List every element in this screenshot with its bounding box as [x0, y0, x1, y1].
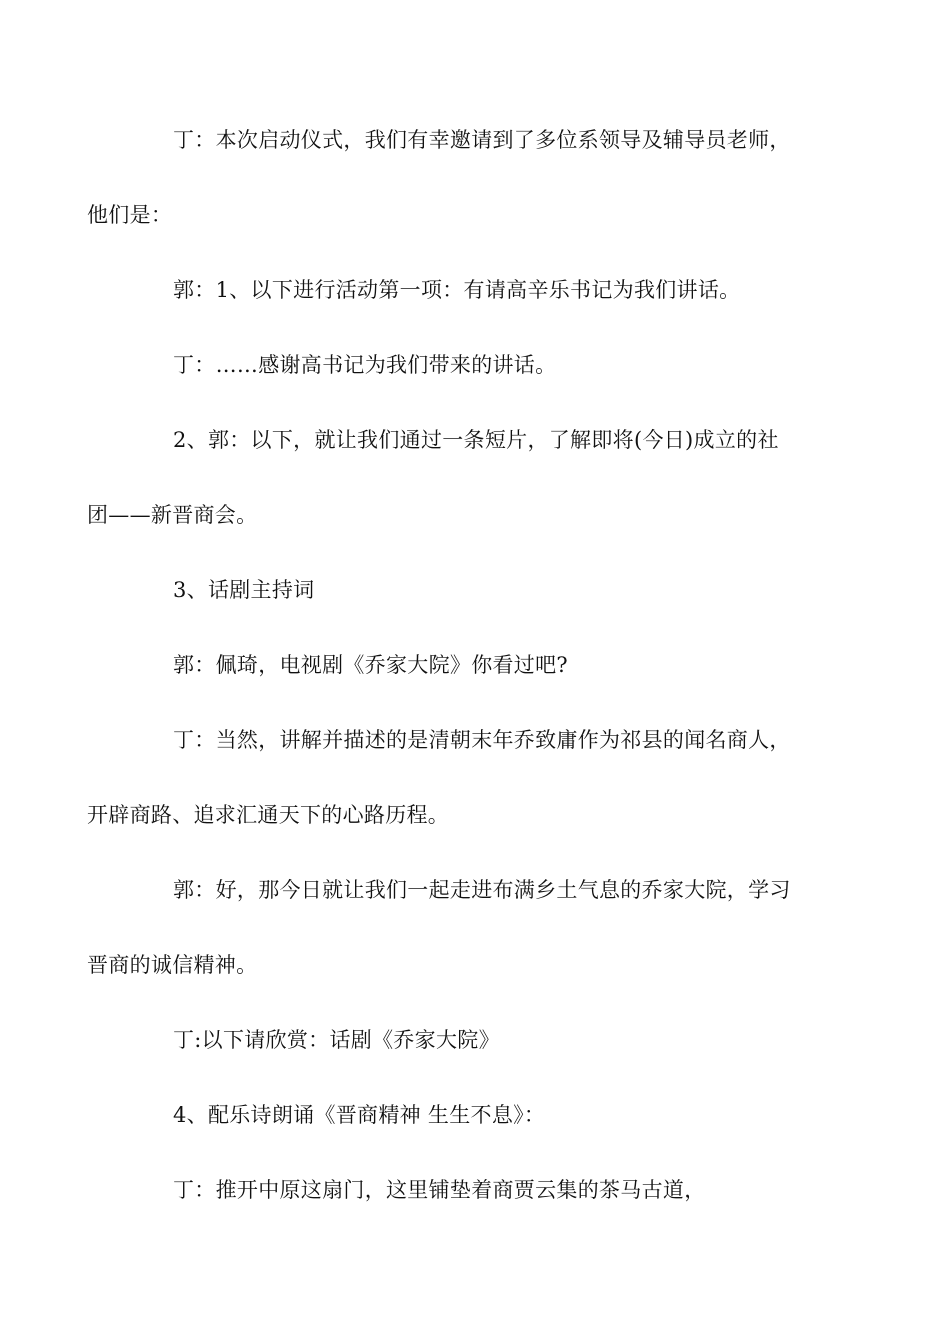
- text-line: 4、配乐诗朗诵《晋商精神 生生不息》：: [173, 1103, 546, 1127]
- paragraph: [87, 703, 830, 853]
- paragraph: [130, 328, 830, 403]
- text-line: 丁:以下请欣赏：话剧《乔家大院》: [173, 1028, 500, 1052]
- text-line: 郭：1、以下进行活动第一项：有请高辛乐书记为我们讲话。: [173, 278, 741, 302]
- text-line: 3、话剧主持词: [173, 578, 315, 602]
- text-line: 他们是：: [87, 203, 173, 227]
- paragraph: [87, 103, 830, 253]
- text-line: 丁：……感谢高书记为我们带来的讲话。: [173, 353, 557, 377]
- text-line: 开辟商路、追求汇通天下的心路历程。: [87, 803, 450, 827]
- paragraph: [130, 1003, 830, 1078]
- text-line: 2、郭：以下，就让我们通过一条短片，了解即将(今日)成立的社: [173, 428, 779, 452]
- text-line: 丁：当然，讲解并描述的是清朝末年乔致庸作为祁县的闻名商人，: [173, 728, 791, 752]
- paragraph: [130, 553, 830, 628]
- text-line: 团——新晋商会。: [87, 503, 258, 527]
- paragraph: [130, 1078, 830, 1153]
- paragraph: [130, 628, 830, 703]
- paragraph: [87, 853, 830, 1003]
- paragraph: [130, 1153, 830, 1228]
- text-line: 郭：好，那今日就让我们一起走进布满乡土气息的乔家大院，学习: [173, 878, 791, 902]
- paragraph: [130, 253, 830, 328]
- text-line: 丁：推开中原这扇门，这里铺垫着商贾云集的茶马古道，: [173, 1178, 706, 1202]
- text-line: 郭：佩琦，电视剧《乔家大院》你看过吧?: [173, 653, 568, 677]
- text-line: 晋商的诚信精神。: [87, 953, 258, 977]
- paragraph: [87, 403, 830, 553]
- text-line: 丁：本次启动仪式，我们有幸邀请到了多位系领导及辅导员老师，: [173, 128, 791, 152]
